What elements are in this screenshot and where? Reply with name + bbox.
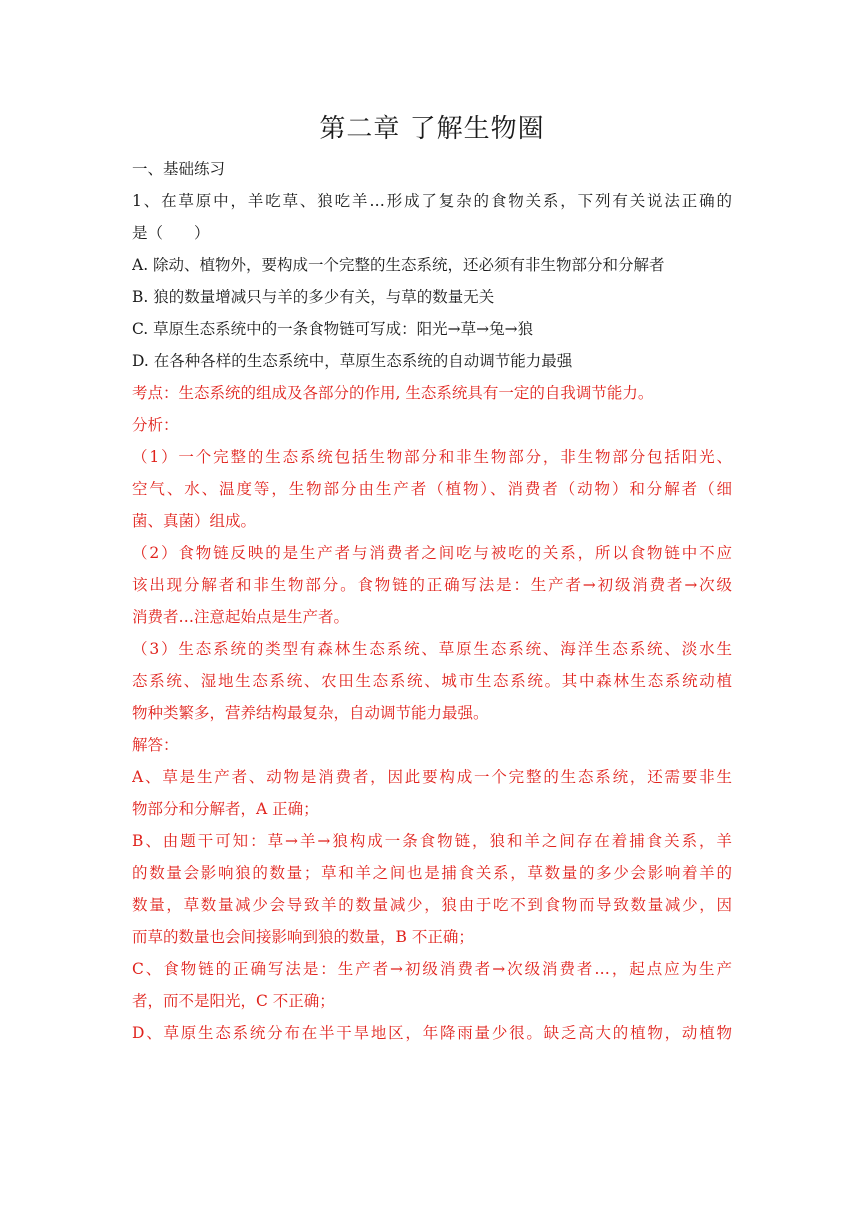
answer-c-line: C、食物链的正确写法是：生产者→初级消费者→次级消费者…，起点应为生产 (132, 960, 732, 978)
option-a: A. 除动、植物外，要构成一个完整的生态系统，还必须有非生物部分和分解者 (132, 256, 665, 274)
fenxi-3-line: 态系统、湿地生态系统、农田生态系统、城市生态系统。其中森林生态系统动植 (132, 672, 732, 690)
fenxi-1-line: （1）一个完整的生态系统包括生物部分和非生物部分，非生物部分包括阳光、 (132, 448, 732, 466)
page-title: 第二章 了解生物圈 (319, 114, 545, 144)
answer-c-line: 者，而不是阳光，C 不正确； (132, 992, 335, 1010)
fenxi-3-line: （3）生态系统的类型有森林生态系统、草原生态系统、海洋生态系统、淡水生 (132, 640, 732, 658)
section-heading: 一、基础练习 (132, 160, 226, 178)
fenxi-2-line: 该出现分解者和非生物部分。食物链的正确写法是：生产者→初级消费者→次级 (132, 576, 732, 594)
jieda-label: 解答： (132, 736, 179, 754)
fenxi-1-line: 空气、水、温度等，生物部分由生产者（植物）、消费者（动物）和分解者（细 (132, 480, 732, 498)
answer-b-line: B、由题干可知：草→羊→狼构成一条食物链，狼和羊之间存在着捕食关系，羊 (132, 832, 732, 850)
fenxi-3-line: 物种类繁多，营养结构最复杂，自动调节能力最强。 (132, 704, 489, 722)
answer-a-line: 物部分和分解者，A 正确； (132, 800, 319, 818)
option-b: B. 狼的数量增减只与羊的多少有关，与草的数量无关 (132, 288, 495, 306)
question-stem-line: 1、在草原中，羊吃草、狼吃羊…形成了复杂的食物关系，下列有关说法正确的 (132, 192, 732, 210)
kaodian-line: 考点：生态系统的组成及各部分的作用, 生态系统具有一定的自我调节能力。 (132, 384, 654, 402)
option-d: D. 在各种各样的生态系统中，草原生态系统的自动调节能力最强 (132, 352, 573, 370)
question-stem-line: 是（ ） (132, 224, 210, 242)
answer-a-line: A、草是生产者、动物是消费者，因此要构成一个完整的生态系统，还需要非生 (132, 768, 732, 786)
fenxi-1-line: 菌、真菌）组成。 (132, 512, 257, 530)
fenxi-label: 分析： (132, 416, 179, 434)
option-c: C. 草原生态系统中的一条食物链可写成：阳光→草→兔→狼 (132, 320, 534, 338)
answer-b-line: 的数量会影响狼的数量；草和羊之间也是捕食关系，草数量的多少会影响着羊的 (132, 864, 732, 882)
document-body (132, 153, 732, 1049)
answer-d-line: D、草原生态系统分布在半干旱地区，年降雨量少很。缺乏高大的植物，动植物 (132, 1024, 732, 1042)
fenxi-2-line: 消费者…注意起始点是生产者。 (132, 608, 350, 626)
fenxi-2-line: （2）食物链反映的是生产者与消费者之间吃与被吃的关系，所以食物链中不应 (132, 544, 732, 562)
answer-b-line: 数量，草数量减少会导致羊的数量减少，狼由于吃不到食物而导致数量减少，因 (132, 896, 732, 914)
answer-b-line: 而草的数量也会间接影响到狼的数量，B 不正确； (132, 928, 474, 946)
